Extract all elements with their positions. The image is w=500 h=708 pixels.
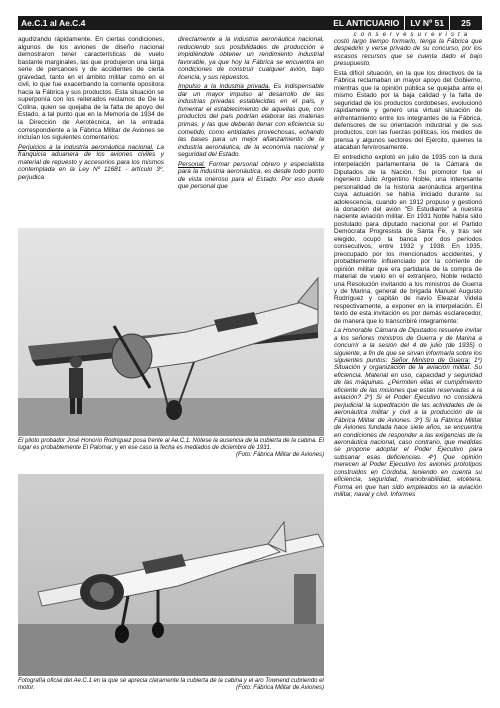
caption-text: Fotografía oficial del Ae.C.1 en la que se aprecia claramente la cubierta de la cabina y el aro Townend cubriendo el motor. xyxy=(18,678,324,691)
subheading: Impulso a la industria privada. xyxy=(178,83,271,91)
photo-aec1-pilot xyxy=(18,228,324,436)
subheading: Personal. xyxy=(178,160,206,168)
paragraph xyxy=(18,144,164,182)
page-number: 25 xyxy=(449,16,482,30)
paragraph: Esta difícil situación, en la que los directivos de la Fábrica reclamaban un mayor apoyo del Gobierno, mientras que la opinión pública se quejaba ante el mismo Estado por la baja calidad y la falta de seguridad de los productos cordobeses, evolucionó rápidamente y generó una virtual situación de enfrentamiento entre los integrantes de la Fábrica, defensores de su orientación industrial y de sus productos, con las fuerzas políticas, los medios de prensa y algunos sectores del Ejército, quienes la atacaban fervorosamente. xyxy=(334,69,482,152)
paragraph: El entredicho explotó en julio de 1935 con la dura interpelación parlamentaria de la Cámara de Diputados de la Nación. Su promotor fue el ingeniero Julio Argentino Noble, una interesante personalidad de la historia aeronáutica argentina cuya actuación se había iniciado durante su adolescencia, cuando en 1912 propuso y gestionó la donación del avión "El Estudiante" a nuestra naciente aviación militar. En 1931 Noble había sido postulado para diputado nacional por el Partido Demócrata Progresista de Santa Fe, y tras ser elegido, ocupó la banca por dos períodos consecutivos, entre 1932 y 1938. En 1935, preocupado por los mencionados accidentes, y probablemente influenciado por la corriente de opinión militar que era partidaria de la compra de material de vuelo en el extranjero, Noble redactó una Resolución invitando a los ministros de Guerra y de Marina, general de brigada Manuel Augusto Rodríguez y capitán de navío Eleazar Videla respectivamente, a exponer en la interpelación. El texto de esta invitación es por demás esclarecedor, de manera que lo transcribiré íntegramente: xyxy=(334,153,482,325)
paragraph: agudizando rápidamente. En ciertas condiciones, algunos de los aviones de diseño nacional demostraron tener características de vuelo bastante marginales, las que produjeron una larga serie de percances y de accidentes de cierta gravedad, tanto en el ámbito militar como en el civil, lo que fue exacerbando la corriente opositora hacia la Fábrica y sus productos. Esta situación se superponía con los reiterados reclamos de De la Colina, quien se quejaba de la falta de apoyo del Estado, a tal punto que en la Memoria de 1934 de la Dirección de Aerotécnica, en la entrada correspondiente a la Fábrica Militar de Aviones se incluían los siguientes comentarios: xyxy=(18,36,164,142)
column-2 xyxy=(178,36,324,193)
column-1 xyxy=(18,36,164,183)
quote-text: Formar personal obrero y especialista para la industria aeronáutica, es desde todo punto de vista oneroso para el Estado. Por eso duele que personal que xyxy=(178,160,324,191)
photo-aec1-official xyxy=(18,474,324,676)
quote-text: La franquicia aduanera de los aviones civiles y material de repuesto y accesorios para los mismos contemplada en la Ley Nº 11681 - artículo 3º, perjudica xyxy=(18,143,164,181)
photo-credit: (Foto: Fábrica Militar de Aviones) xyxy=(235,452,324,458)
paragraph: directamente a la industria aeronáutica nacional, reduciendo sus posibilidades de producción e impidiéndole obtener un rendimiento industrial favorable, ya que hoy la Fábrica se encuentra en condiciones de construir cualquier avión, bajo licencia, y sus repuestos. xyxy=(178,36,324,81)
quoted-resolution: La Honorable Cámara de Diputados resuelve invitar a los señores ministros de Guerra y de Marina a concurrir a la sesión del 4 de julio (de 1935) o siguiente, a fin de que se sirvan informarla sobre los siguientes puntos: Señor Ministro de Guerra: 1º) Situación y organización de la aviación militar. Su eficiencia. Material en uso, capacidad y seguridad de las máquinas. ¿Permiten ellas el cumplimiento eficiente de las misiones que están reservadas a la aviación? 2º) Si el Poder Ejecutivo no considera perjudicial la supeditación de las actividades de la aeronáutica militar y civil a la producción de la Fábrica Militar de Aviones. 3º) Si la Fábrica Militar de Aviones fundada hace siete años, se encuentra en condiciones de responder a las exigencias de la aeronáutica nacional, caso contrario, que medidas se propone adoptar el Poder Ejecutivo para subsanar esas deficiencias. 4º) Que opinión merecen al Poder Ejecutivo los aviones prototipos construidos en Córdoba, teniendo en cuenta su eficiencia, seguridad, maniobrabilidad, etcétera. Forma en que han sido empleados en la aviación militar, naval y civil. Informes xyxy=(334,327,483,499)
photo-1-caption xyxy=(18,438,324,459)
issue-number: LV Nº 51 xyxy=(404,16,449,30)
airplane-photo-illustration xyxy=(18,474,324,676)
section-title: Ae.C.1 al Ae.C.4 xyxy=(21,18,86,28)
quote-text: Es indispensable dar un mayor impulso al desarrollo de las industrias privadas establecidas en el país, y fomentar el establecimiento de aquellas que, con productos del país podrían elaborar las materias primas, y las que deberán llenar con eficiencia su cometido, como entidades provechosas, echando las bases para un mejor afianzamiento de la industria aeronáutica, de la economía nacional y seguridad del Estado. xyxy=(178,83,324,159)
subheading: Perjuicios a la industria aeronáutica nacional. xyxy=(18,143,154,151)
photo-2-caption xyxy=(18,678,324,692)
photo-credit: (Foto: Fábrica Militar de Aviones) xyxy=(235,685,324,691)
page-header xyxy=(18,16,482,30)
paragraph xyxy=(178,161,324,191)
caption-text: El piloto probador José Honorio Rodríguez posa frente al Ae.C.1. Nótese la ausencia de la cubierta de la cabina. El lugar es probablemente El Palomar, y en ese caso la fecha es mediados de diciembre de 1931. xyxy=(18,438,324,451)
airplane-photo-illustration xyxy=(18,228,324,436)
paragraph: costó largo tiempo formarlo, tenga la Fábrica que despedirlo y verse privado de su concurso, por los escasos recursos que se cuenta dado el bajo presupuesto. xyxy=(334,38,482,68)
magazine-name: EL ANTICUARIO xyxy=(333,18,400,28)
column-3 xyxy=(334,38,482,501)
subheading: Señor Ministro de Guerra: xyxy=(391,357,471,365)
paragraph xyxy=(178,83,324,158)
tagline: c o n s e r v e s u r e v i s t a xyxy=(353,32,469,38)
